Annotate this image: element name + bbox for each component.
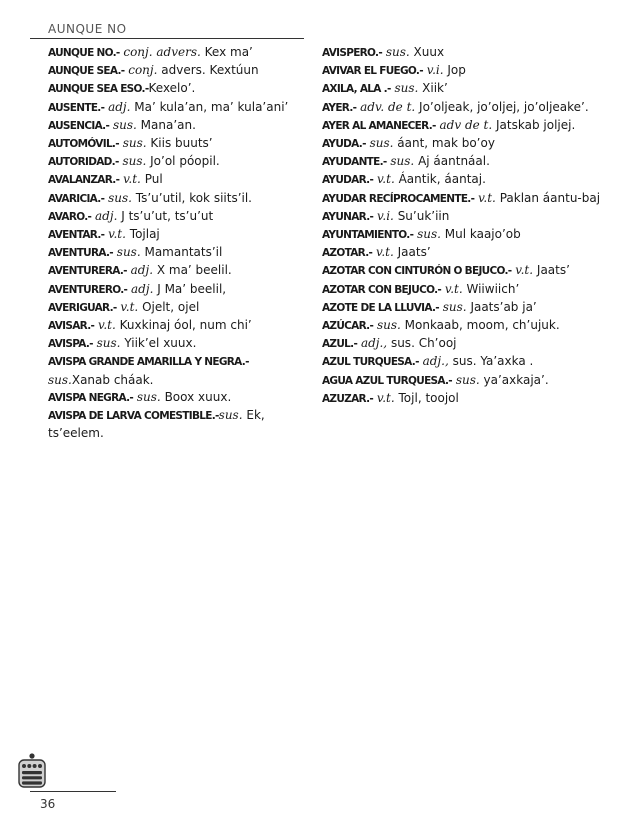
translation: Kiis buuts’ xyxy=(150,136,213,151)
headword: AUSENCIA.- xyxy=(48,119,110,132)
dictionary-entry xyxy=(308,208,604,226)
headword: AVENTURERO.- xyxy=(48,283,128,296)
part-of-speech: v.t. xyxy=(108,227,126,242)
translation: Jatskab joljej. xyxy=(496,117,576,132)
translation: Kuxkinaj óol, num chi’ xyxy=(119,318,252,333)
dictionary-entry xyxy=(34,317,310,335)
translation: J ts’u’ut, ts’u’ut xyxy=(121,208,214,223)
headword: AZOTAR.- xyxy=(322,247,373,260)
translation: Yiik’el xuux. xyxy=(124,336,197,351)
translation: ya’axkaja’. xyxy=(483,372,549,387)
part-of-speech: v.t. xyxy=(515,263,534,278)
dictionary-entry xyxy=(34,299,310,317)
part-of-speech: v.t. xyxy=(120,299,139,314)
dictionary-entry xyxy=(308,353,604,371)
dictionary-entry xyxy=(308,299,604,317)
translation: Xanab cháak. xyxy=(71,372,154,387)
headword: AZOTE DE LA LLUVIA.- xyxy=(322,301,439,314)
translation: Paklan áantu-baj xyxy=(499,190,601,205)
headword: AUTORIDAD.- xyxy=(48,156,119,169)
dictionary-entry xyxy=(308,117,604,135)
headword: AVARO.- xyxy=(48,210,92,223)
headword: AVISPA.- xyxy=(48,338,93,351)
part-of-speech: conj. advers. xyxy=(123,45,201,59)
part-of-speech: v.t. xyxy=(478,190,496,205)
translation: Áantik, áantaj. xyxy=(398,172,486,187)
header-rule xyxy=(30,38,304,39)
translation: X ma’ beelil. xyxy=(156,263,232,278)
part-of-speech: v.t. xyxy=(376,390,395,405)
headword: AVISPA GRANDE AMARILLA Y NEGRA.- xyxy=(48,356,249,369)
dictionary-entry xyxy=(308,80,604,98)
dictionary-entry xyxy=(34,208,310,226)
right-column xyxy=(322,44,604,408)
part-of-speech: conj. xyxy=(128,63,158,78)
dictionary-entry xyxy=(308,190,604,208)
translation: Su’uk’iin xyxy=(397,208,450,223)
part-of-speech: sus. xyxy=(390,154,415,169)
part-of-speech: sus. xyxy=(112,117,137,132)
part-of-speech: sus. xyxy=(417,227,441,242)
headword: AVALANZAR.- xyxy=(48,174,120,187)
headword: AVISPA DE LARVA COMESTIBLE.- xyxy=(48,410,219,423)
translation: Boox xuux. xyxy=(164,389,232,404)
dictionary-entry xyxy=(308,390,604,408)
running-head: AUNQUE NO xyxy=(48,22,127,36)
dictionary-entry xyxy=(34,117,310,135)
part-of-speech: adj. xyxy=(131,281,154,296)
translation: Xuux xyxy=(413,45,445,59)
headword: AUNQUE NO.- xyxy=(48,47,120,59)
dictionary-entry xyxy=(34,190,310,208)
translation: advers. Kextúun xyxy=(161,63,259,78)
translation: Mul kaajo’ob xyxy=(444,227,521,242)
translation: Mamantats’il xyxy=(144,245,223,260)
part-of-speech: adj., xyxy=(360,336,388,351)
part-of-speech: v.t. xyxy=(376,245,394,260)
translation: sus. Ya’axka . xyxy=(452,354,534,369)
dictionary-entry xyxy=(34,353,310,388)
part-of-speech: sus. xyxy=(376,318,401,333)
left-column xyxy=(48,44,310,442)
headword: AYUDA.- xyxy=(322,138,366,151)
translation: Kex ma’ xyxy=(204,45,253,59)
part-of-speech: sus. xyxy=(369,136,394,151)
dictionary-entry xyxy=(34,44,310,62)
headword: AXILA, ALA .- xyxy=(322,83,391,96)
translation: Ts’u’util, kok siits’il. xyxy=(135,190,252,205)
translation: Jo’ol póopil. xyxy=(150,154,220,169)
dictionary-entry xyxy=(308,281,604,299)
headword: AVIVAR EL FUEGO.- xyxy=(322,65,423,78)
headword: AZUL.- xyxy=(322,338,358,351)
headword: AVENTAR.- xyxy=(48,229,105,242)
headword: AVISAR.- xyxy=(48,320,95,333)
translation: áant, mak bo’oy xyxy=(397,136,495,151)
headword: AYUDAR.- xyxy=(322,174,374,187)
headword: AZÚCAR.- xyxy=(322,320,374,333)
headword: AUTOMÓVIL.- xyxy=(48,138,119,151)
part-of-speech: sus. xyxy=(394,81,419,96)
dictionary-entry xyxy=(308,171,604,189)
translation: sus. Ch’ooj xyxy=(390,336,457,351)
dictionary-entry xyxy=(308,244,604,262)
translation: Kexelo’. xyxy=(148,81,196,96)
footer-rule xyxy=(30,791,116,792)
headword: AYUNAR.- xyxy=(322,210,374,223)
part-of-speech: adj. xyxy=(95,208,118,223)
translation: Ojelt, ojel xyxy=(142,299,200,314)
headword: AVARICIA.- xyxy=(48,192,105,205)
translation: Aj áantnáal. xyxy=(418,154,490,169)
part-of-speech: sus. xyxy=(108,190,132,205)
translation: Xiik’ xyxy=(422,81,448,96)
part-of-speech: v.t. xyxy=(444,281,463,296)
headword: AZOTAR CON BEJUCO.- xyxy=(322,283,442,296)
part-of-speech: sus. xyxy=(96,336,121,351)
headword: AYUNTAMIENTO.- xyxy=(322,229,414,242)
dictionary-entry xyxy=(308,135,604,153)
dictionary-entry xyxy=(308,335,604,353)
translation: Pul xyxy=(144,172,163,187)
translation: Tojlaj xyxy=(129,227,160,242)
part-of-speech: adj. xyxy=(130,263,154,278)
dictionary-entry xyxy=(34,153,310,171)
headword: AZOTAR CON CINTURÓN O BEJUCO.- xyxy=(322,265,512,278)
dictionary-entry xyxy=(34,281,310,299)
dictionary-entry xyxy=(34,226,310,244)
translation: Wiiwiich’ xyxy=(466,281,520,296)
dictionary-entry xyxy=(34,389,310,407)
part-of-speech: sus. xyxy=(455,372,480,387)
maya-numeral-glyph-icon xyxy=(18,752,46,788)
headword: AGUA AZUL TURQUESA.- xyxy=(322,374,452,387)
dictionary-entry xyxy=(34,99,310,117)
headword: AZUZAR.- xyxy=(322,392,374,405)
page-number: 36 xyxy=(40,797,56,811)
part-of-speech: sus. xyxy=(385,45,410,59)
part-of-speech: adj., xyxy=(422,354,449,369)
translation: Jaats’ab ja’ xyxy=(470,299,537,314)
dictionary-entry xyxy=(308,44,604,62)
translation: Monkaab, moom, ch’ujuk. xyxy=(404,318,560,333)
part-of-speech: v.t. xyxy=(123,172,141,187)
part-of-speech: v.t. xyxy=(98,318,116,333)
headword: AUNQUE SEA.- xyxy=(48,65,125,78)
part-of-speech: v.i. xyxy=(377,208,394,223)
dictionary-entry xyxy=(34,171,310,189)
translation: Jo’oljeak, jo’oljej, jo’oljeake’. xyxy=(419,99,589,114)
headword: AYUDANTE.- xyxy=(322,156,387,169)
headword: AYER.- xyxy=(322,101,357,114)
dictionary-entry xyxy=(308,317,604,335)
dictionary-entry xyxy=(34,262,310,280)
dictionary-entry xyxy=(34,335,310,353)
headword: AYUDAR RECÍPROCAMENTE.- xyxy=(322,192,475,205)
part-of-speech: v.t. xyxy=(376,172,395,187)
headword: AUSENTE.- xyxy=(48,101,105,114)
translation: Mana’an. xyxy=(140,117,196,132)
part-of-speech: sus. xyxy=(136,389,161,404)
dictionary-entry xyxy=(34,135,310,153)
part-of-speech: sus. xyxy=(122,136,147,151)
headword: AYER AL AMANECER.- xyxy=(322,119,436,132)
translation: Jaats’ xyxy=(536,263,570,278)
dictionary-entry xyxy=(34,80,310,98)
dictionary-entry xyxy=(308,99,604,117)
headword: AUNQUE SEA ESO.- xyxy=(48,83,149,96)
translation: Jop xyxy=(447,63,466,78)
headword: AVENTURERA.- xyxy=(48,265,127,278)
part-of-speech: v.i. xyxy=(426,63,444,78)
headword: AVISPERO.- xyxy=(322,47,383,59)
translation: Jaats’ xyxy=(397,245,431,260)
dictionary-entry xyxy=(308,372,604,390)
part-of-speech: adv. de t. xyxy=(360,99,416,114)
headword: AVISPA NEGRA.- xyxy=(48,391,134,404)
headword: AVERIGUAR.- xyxy=(48,301,117,314)
part-of-speech: sus. xyxy=(218,408,243,423)
translation: Ek, ts’eelem. xyxy=(48,408,265,441)
dictionary-entry xyxy=(308,262,604,280)
headword: AZUL TURQUESA.- xyxy=(322,356,419,369)
dictionary-entry xyxy=(34,62,310,80)
part-of-speech: sus. xyxy=(122,154,147,169)
dictionary-entry xyxy=(308,153,604,171)
translation: Tojl, toojol xyxy=(398,390,459,405)
dictionary-entry xyxy=(308,62,604,80)
headword: AVENTURA.- xyxy=(48,247,113,260)
part-of-speech: sus. xyxy=(442,299,467,314)
dictionary-entry xyxy=(34,407,310,442)
translation: J Ma’ beelil, xyxy=(157,281,227,296)
part-of-speech: sus. xyxy=(116,245,141,260)
dictionary-entry xyxy=(34,244,310,262)
part-of-speech: sus. xyxy=(48,372,72,387)
part-of-speech: adv de t. xyxy=(439,117,493,132)
dictionary-entry xyxy=(308,226,604,244)
part-of-speech: adj. xyxy=(108,99,131,114)
translation: Ma’ kula’an, ma’ kula’ani’ xyxy=(134,99,289,114)
